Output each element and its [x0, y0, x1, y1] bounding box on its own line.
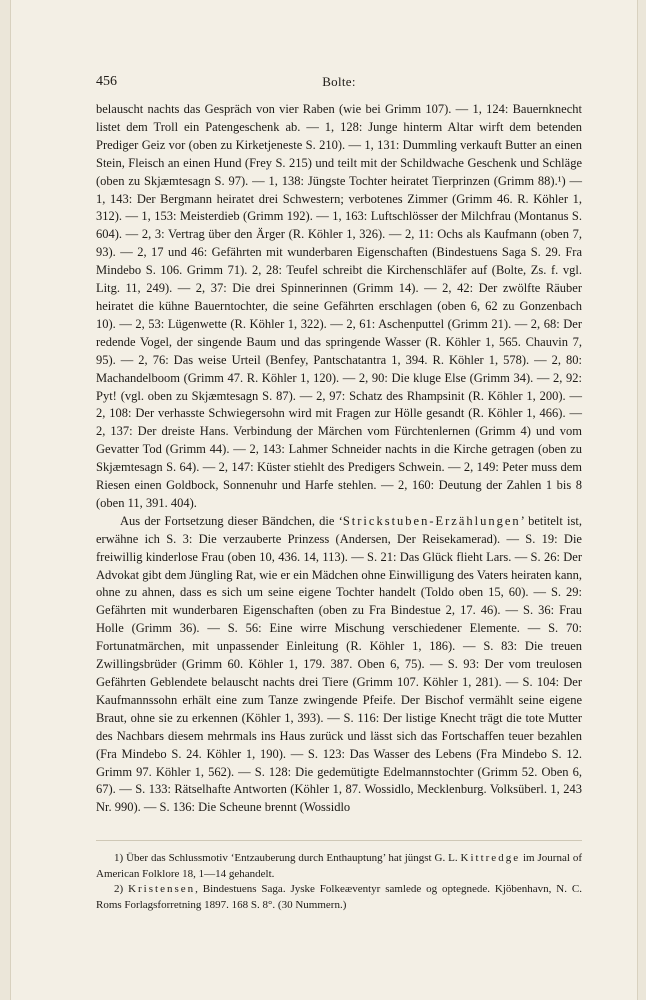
body-text [96, 101, 582, 817]
paragraph [96, 513, 582, 817]
paragraph-text: ’ betitelt ist, erwähne ich S. 3: Die verzauberte Prinzess (Andersen, Der Reisekamerad). — S. 19: Die freiwillig kinderlose Frau (oben 10, 436. 14, 113). — S. 21: Das Glück flieht Lars. — S. 26: Der Advokat gibt dem Jüngling Rat, wie er ein Mädchen ohne Einwilligung des Vaters heiraten kann, ohne zu ahnen, dass es sich um seine eigene Tochter handelt (Toldo oben 15, 60). — S. 29: Gefährten mit wunderbaren Eigenschaften (oben zu Fra Bindestue 2, 17. 46). — S. 36: Frau Holle (Grimm 36). — S. 56: Eine wirre Mischung verschiedener Elemente. — S. 70: Fortunatmärchen, mit unpassender Einleitung (R. Köhler 1, 186). — S. 83: Die treuen Zwillingsbrüder (Grimm 60. Köhler 1, 179. 387. Oben 6, 75). — S. 93: Der vom treulosen Gefährten Geblendete belauscht nachts drei Tiere (Grimm 107. Köhler 1, 281). — S. 104: Der Kaufmannssohn erhält eine zum Tanze zwingende Pfeife. Der Bischof vermählt seine eigene Braut, ohne sie zu erkennen (Köhler 1, 393). — S. 116: Der listige Knecht trägt die tote Mutter des Nachbars diesem mehrmals ins Haus zurück und lässt sich das Fortschaffen teuer bezahlen (Fra Mindebo S. 24. Köhler 1, 190). — S. 123: Das Wasser des Lebens (Fra Mindebo S. 12. Grimm 97. Köhler 1, 562). — S. 128: Die gedemütigte Edelmannstochter (Grimm 52. Oben 6, 67). — S. 133: Rätselhafte Antworten (Köhler 1, 87. Wossidlo, Mecklenburg. Volksüberl. 1, 243 Nr. 990). — S. 136: Die Scheune brennt (Wossidlo [96, 513, 582, 815]
footnote-text: 2) [114, 883, 129, 895]
emphasized-title: Strickstuben-Erzählungen [342, 513, 521, 528]
footnote-text: , Bindestuens Saga. Jyske Folkeæventyr samlede og optegnede. Kjöbenhavn, N. C. Roms Forlagsforretning 1897. 168 S. 8°. (30 Nummern.) [96, 883, 582, 911]
footnote-text: im Journal of American Folklore 18, 1—14 gehandelt. [96, 852, 582, 880]
paragraph-text: Aus der Fortsetzung dieser Bändchen, die ‘ [120, 513, 343, 528]
page-header [96, 74, 582, 90]
footnote-divider [96, 840, 582, 841]
paragraph [96, 101, 582, 513]
footnote-1 [96, 851, 582, 882]
author-name: Kristensen [128, 883, 196, 895]
running-head: Bolte: [322, 74, 356, 89]
footnotes [96, 851, 582, 913]
paragraph-text: belauscht nachts das Gespräch von vier Raben (wie bei Grimm 107). — 1, 124: Bauernknecht listet dem Troll ein Patengeschenk ab. — 1, 128: Junge hinterm Altar wirft dem betenden Prediger Geiz vor (oben zu Kirketjeneste S. 210). — 1, 131: Dummling verkauft Butter an einen Stein, Fleisch an einen Hund (Frey S. 215) und teilt mit der Schildwache Geschenk und Schläge (oben zu Skjæmtesagn S. 97). — 1, 138: Jüngste Tochter heiratet Tierprinzen (Grimm 88).¹) — 1, 143: Der Bergmann heiratet drei Schwestern; verbotenes Zimmer (Grimm 46. R. Köhler 1, 312). — 1, 153: Meisterdieb (Grimm 192). — 1, 163: Luftschlösser der Milchfrau (Montanus S. 604). — 2, 3: Vertrag über den Ärger (R. Köhler 1, 326). — 2, 11: Ochs als Kaufmann (oben 7, 93). — 2, 17 und 46: Gefährten mit wunderbaren Eigenschaften (Bindestuens Saga S. 29. Fra Mindebo S. 106. Grimm 71). 2, 28: Teufel schreibt die Kirchenschläfer auf (Bolte, Zs. f. vgl. Litg. 11, 249). — 2, 37: Die drei Spinnerinnen (Grimm 14). — 2, 42: Der zwölfte Räuber heiratet die kühne Bauerntochter, die seine Gefährten erschlagen (oben 6, 62 zu Gonzenbach 10). — 2, 53: Lügenwette (R. Köhler 1, 322). — 2, 61: Aschenputtel (Grimm 21). — 2, 68: Der redende Vogel, der singende Baum und das springende Wasser (R. Köhler 1, 565. Chauvin 7, 95). — 2, 76: Das weise Urteil (Benfey, Pantschatantra 1, 394. R. Köhler 1, 578). — 2, 80: Machandelboom (Grimm 47. R. Köhler 1, 120). — 2, 90: Die kluge Else (Grimm 34). — 2, 92: Pyt! (vgl. oben zu Skjæmtesagn S. 87). — 2, 97: Schatz des Rhampsinit (R. Köhler 1, 200). — 2, 108: Der verhasste Schwiegersohn wird mit Fragen zur Hölle gesandt (R. Köhler 1, 466). — 2, 137: Der dreiste Hans. Verbindung der Märchen vom Fürchtenlernen (Grimm 4) und vom Gevatter Tod (Grimm 44). — 2, 143: Lahmer Schneider nachts in die Kirche getragen (oben zu Skjæmtesagn S. 64). — 2, 147: Küster stiehlt des Predigers Schwein. — 2, 149: Peter muss dem Riesen einen Goldbock, Sonnenuhr und Harfe stehlen. — 2, 160: Deutung der Zahlen 1 bis 8 (oben 11, 391. 404). [96, 102, 582, 510]
footnote-text: 1) Über das Schlussmotiv ‘Entzauberung durch Enthauptung’ hat jüngst G. L. [114, 852, 461, 864]
author-name: Kittredge [460, 852, 521, 864]
footnote-2 [96, 882, 582, 913]
page-number: 456 [96, 74, 117, 89]
